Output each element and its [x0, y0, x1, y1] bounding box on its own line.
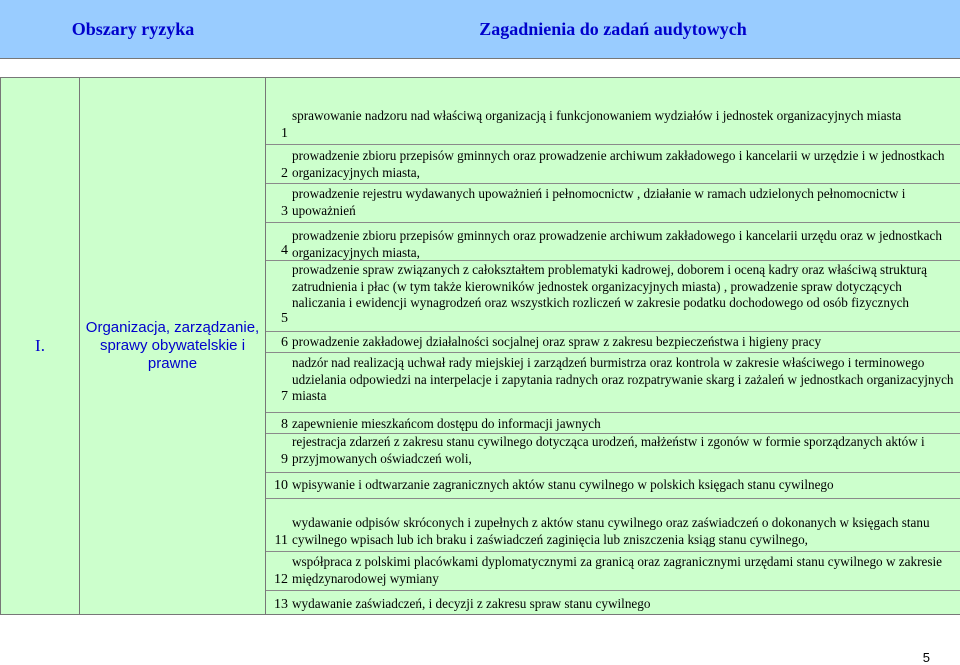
row-divider [266, 412, 960, 413]
header-risk-areas: Obszary ryzyka [71, 18, 195, 39]
row-text: prowadzenie zbioru przepisów gminnych oraz prowadzenie archiwum zakładowego i kancelarii w urzędzie i w jednostkach organizacyjnych miasta, [292, 148, 945, 180]
row-divider [266, 222, 960, 223]
row-text: współpraca z polskimi placówkami dyplomatycznymi za granicą oraz zagranicznymi urzędami stanu cywilnego w zakresie międzynarodowej wymiany [292, 554, 942, 586]
row-divider [266, 331, 960, 332]
row-number: 3 [281, 204, 288, 219]
row-text: prowadzenie zakładowej działalności socjalnej oraz spraw z zakresu bezpieczeństwa i higieny pracy [292, 334, 822, 349]
row-number: 8 [281, 417, 288, 432]
row-number: 11 [274, 533, 288, 548]
row-number: 9 [281, 452, 288, 467]
row-text: wydawanie odpisów skróconych i zupełnych z aktów stanu cywilnego oraz zaświadczeń o dokonanych w księgach stanu cywilnego wpisach lub ich braku i zaświadczeń zaginięcia lub zniszczenia ksiąg stanu cywilnego, [292, 515, 930, 547]
row-text: prowadzenie rejestru wydawanych upoważnień i pełnomocnictw , działanie w ramach udzielonych pełnomocnictw i upoważnień [292, 186, 906, 218]
row-number: 2 [281, 166, 288, 181]
row-divider [266, 352, 960, 353]
row-number: 6 [281, 335, 288, 350]
row-divider [266, 472, 960, 473]
row-number: 13 [274, 597, 288, 612]
row-number: 12 [274, 572, 288, 587]
section-title: Organizacja, zarządzanie, sprawy obywatelskie i prawne [80, 78, 266, 614]
row-number: 10 [274, 478, 288, 493]
row-divider [266, 590, 960, 591]
row-text: nadzór nad realizacją uchwał rady miejskiej i zarządzeń burmistrza oraz kontrola w zakresie właściwego i terminowego udzielania odpowiedzi na interpelacje i zapytania radnych oraz rozpatrywanie skarg i zażaleń w jednostkach organizacyjnych miasta [292, 355, 954, 403]
row-text: rejestracja zdarzeń z zakresu stanu cywilnego dotycząca urodzeń, małżeństw i zgonów w formie sporządzanych aktów i przyjmowanych oświadczeń woli, [292, 434, 925, 466]
row-number: 7 [281, 389, 288, 404]
spacer-row [0, 58, 960, 78]
table-header [0, 0, 960, 58]
section-roman-number: I. [0, 78, 80, 614]
row-text: wydawanie zaświadczeń, i decyzji z zakresu spraw stanu cywilnego [292, 596, 651, 611]
row-text: prowadzenie zbioru przepisów gminnych oraz prowadzenie archiwum zakładowego i kancelarii urzędu oraz w jednostkach organizacyjnych miasta, [292, 228, 942, 260]
row-text: prowadzenie spraw związanych z całokształtem problematyki kadrowej, doborem i oceną kadry oraz właściwą strukturą zatrudnienia i płac (w tym także kierowników jednostek organizacyjnych miasta) , prowadzenie spraw dotyczących naliczania i ewidencji wynagrodzeń oraz wszystkich rozliczeń w zakresie podatku dochodowego od osób fizycznych [292, 262, 927, 310]
header-audit-topics: Zagadnienia do zadań audytowych [479, 18, 747, 39]
row-text: zapewnienie mieszkańcom dostępu do informacji jawnych [292, 416, 601, 431]
row-text: wpisywanie i odtwarzanie zagranicznych aktów stanu cywilnego w polskich księgach stanu cywilnego [292, 477, 834, 492]
row-text: sprawowanie nadzoru nad właściwą organizacją i funkcjonowaniem wydziałów i jednostek organizacyjnych miasta [292, 108, 902, 123]
row-number: 1 [281, 126, 288, 141]
row-divider [266, 183, 960, 184]
row-number: 4 [281, 243, 288, 258]
row-divider [266, 498, 960, 499]
page-number: 5 [922, 650, 930, 665]
row-divider [266, 144, 960, 145]
row-divider [266, 260, 960, 261]
row-divider [266, 551, 960, 552]
table-bottom-border [0, 614, 960, 615]
row-number: 5 [281, 311, 288, 326]
